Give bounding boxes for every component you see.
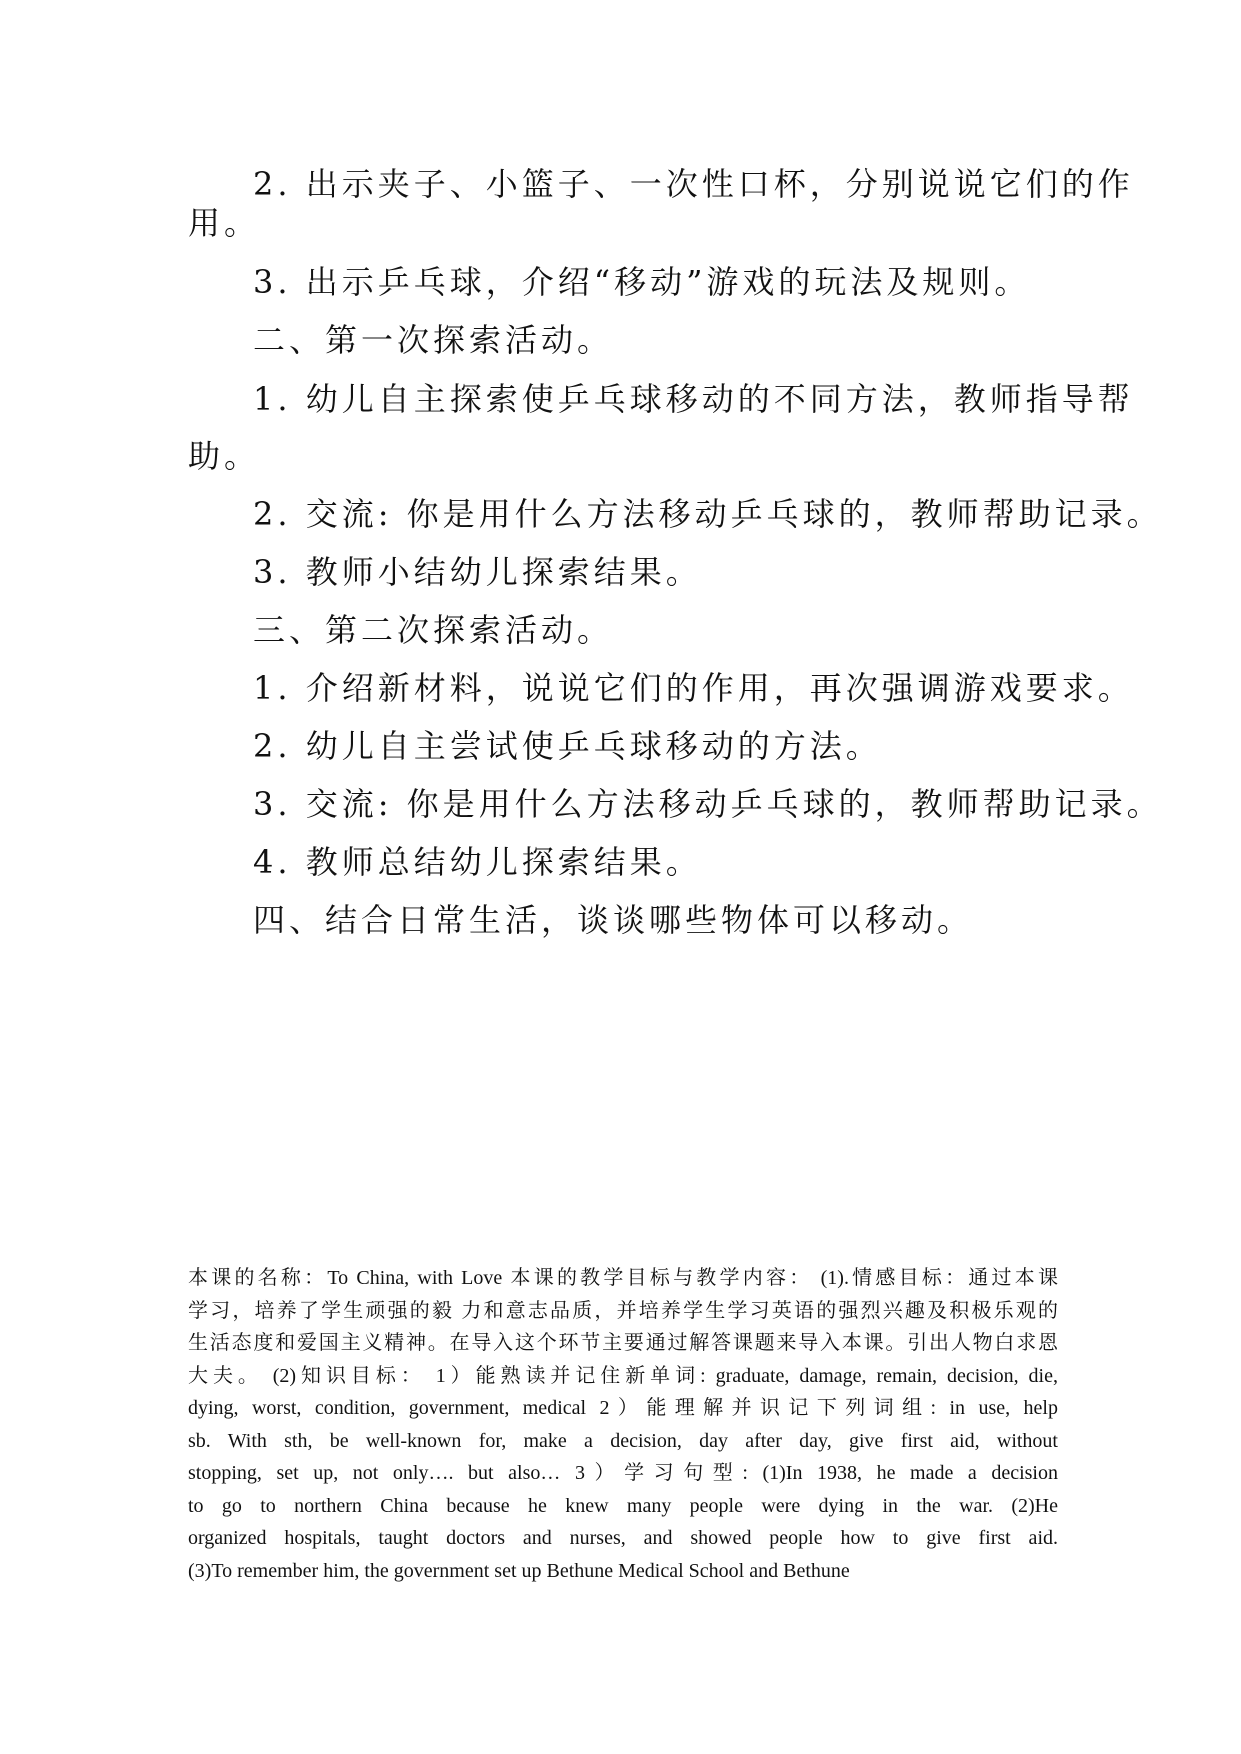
notes-line: organized hospitals, taught doctors and nurses, and showed people how to give first aid. <box>188 1527 1058 1549</box>
notes-line: 学习，培养了学生顽强的毅 力和意志品质，并培养学生学习英语的强烈兴趣及积极乐观的 <box>188 1299 1058 1322</box>
notes-line: (3)To remember him, the government set up Bethune Medical School and Bethune <box>188 1559 850 1582</box>
paragraph-line: 2. 交流: 你是用什么方法移动乒乓球的，教师帮助记录。 <box>253 495 1163 533</box>
paragraph-line: 3. 出示乒乓球，介绍“移动”游戏的玩法及规则。 <box>253 263 1031 301</box>
notes-line: dying, worst, condition, government, medical 2）能理解并识记下列词组: in use, help <box>188 1397 1058 1419</box>
paragraph-line: 2. 出示夹子、小篮子、一次性口杯，分别说说它们的作 <box>253 165 1134 203</box>
paragraph-line: 3. 教师小结幼儿探索结果。 <box>253 553 702 591</box>
notes-line: sb. With sth, be well-known for, make a decision, day after day, give first aid, without <box>188 1429 1058 1452</box>
paragraph-line: 助。 <box>188 437 261 475</box>
section-heading: 三、第二次探索活动。 <box>253 611 614 649</box>
paragraph-line: 2. 幼儿自主尝试使乒乓球移动的方法。 <box>253 727 882 765</box>
paragraph-line: 1. 介绍新材料，说说它们的作用，再次强调游戏要求。 <box>253 669 1134 707</box>
paragraph-line: 1. 幼儿自主探索使乒乓球移动的不同方法，教师指导帮 <box>253 380 1134 418</box>
lesson-notes <box>188 1262 1058 1587</box>
notes-line: to go to northern China because he knew many people were dying in the war. (2)He <box>188 1494 1058 1517</box>
notes-line: 大夫。 (2)知识目标： 1）能熟读并记住新单词: graduate, damage, remain, decision, die, <box>188 1364 1058 1387</box>
notes-line: 本课的名称：To China, with Love 本课的教学目标与教学内容： (1).情感目标：通过本课 <box>188 1267 1058 1289</box>
notes-line: stopping, set up, not only…. but also… 3）学习句型: (1)In 1938, he made a decision <box>188 1462 1058 1484</box>
section-heading: 二、第一次探索活动。 <box>253 321 614 359</box>
paragraph-line: 用。 <box>188 204 261 242</box>
section-heading: 四、结合日常生活，谈谈哪些物体可以移动。 <box>253 901 974 939</box>
paragraph-line: 3. 交流: 你是用什么方法移动乒乓球的，教师帮助记录。 <box>253 785 1163 823</box>
notes-line: 生活态度和爱国主义精神。在导入这个环节主要通过解答课题来导入本课。引出人物白求恩 <box>188 1332 1058 1354</box>
paragraph-line: 4. 教师总结幼儿探索结果。 <box>253 843 702 881</box>
